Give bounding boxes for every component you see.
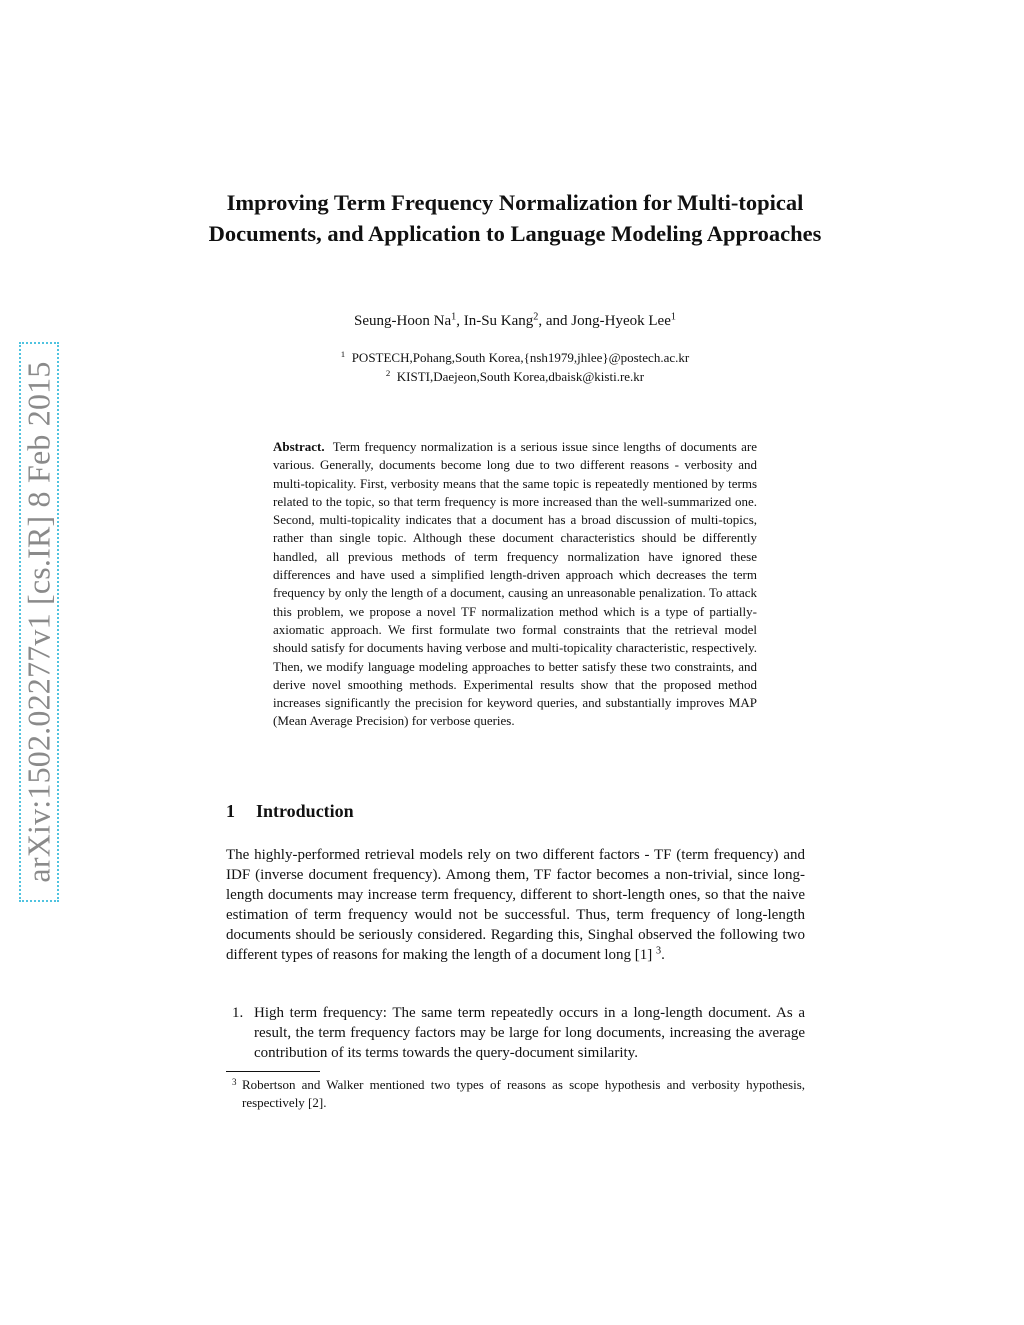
arxiv-stamp-text: arXiv:1502.02277v1 [cs.IR] 8 Feb 2015 (20, 361, 57, 883)
affiliation-text: POSTECH,Pohang,South Korea,{nsh1979,jhlee}@postech.ac.kr (351, 350, 690, 365)
footnote (226, 1076, 805, 1113)
author-list (200, 313, 830, 330)
author-1: Seung-Hoon Na (354, 313, 452, 329)
abstract-text: Term frequency normalization is a serious issue since lengths of documents are various. Generally, documents become long due to two different reasons - verbosity and multi-topicality. First, verbosity means that the same topic is repeatedly mentioned by terms related to the topic, so that term frequency is more increased than the well-summarized one. Second, multi-topicality indicates that a document has a broad discussion of multi-topics, rather than single topic. Although these document characteristics should be differently handled, all previous methods of term frequency normalization have ignored these differences and have used a simplified length-driven approach which decreases the term frequency by only the length of a document, causing an unreasonable penalization. To attack this problem, we propose a novel TF normalization method which is a type of partially-axiomatic approach. We first formulate two formal constraints that the retrieval model should satisfy for documents having verbose and multi-topicality characteristic, respectively. Then, we modify language modeling approaches to better satisfy these two constraints, and derive novel smoothing methods. Experimental results show that the proposed method increases significantly the precision for keyword queries, and substantially improves MAP (Mean Average Precision) for verbose queries. (273, 439, 758, 729)
abstract-label: Abstract. (273, 439, 325, 454)
footnote-text: Robertson and Walker mentioned two types of reasons as scope hypothesis and verbosity hypothesis, respectively [2]. (242, 1077, 805, 1111)
author-3-affil: 1 (670, 311, 676, 323)
footnote-mark: 3 (232, 1077, 237, 1087)
author-separator: , (456, 313, 464, 329)
intro-text: The highly-performed retrieval models rely on two different factors - TF (term frequency) and IDF (inverse document frequency). Among them, TF factor becomes a non-trivial, since long-length documents may increase term frequency, different to short-length ones, so that the naive estimation of term frequency would not be successful. Thus, term frequency of long-length documents should be seriously considered. Regarding this, Singhal observed the following two different types of reasons for making the length of a document long [1] (226, 847, 805, 963)
affiliation-1 (200, 349, 830, 368)
author-2: In-Su Kang (463, 313, 534, 329)
abstract (273, 438, 757, 731)
affiliations (200, 349, 830, 386)
list-item-text: High term frequency: The same term repeatedly occurs in a long-length document. As a result, the term frequency factors may be large for long documents, increasing the average contribution of its terms towards the query-document similarity. (254, 1005, 805, 1061)
author-2-affil: 2 (533, 311, 539, 323)
intro-end: . (661, 947, 665, 963)
intro-paragraph (226, 845, 805, 965)
affiliation-2 (200, 368, 830, 387)
affiliation-mark: 2 (385, 367, 391, 378)
list-item (232, 1003, 805, 1063)
arxiv-stamp (19, 342, 59, 902)
affiliation-text: KISTI,Daejeon,South Korea,dbaisk@kisti.re.kr (396, 368, 645, 384)
affiliation-mark: 1 (340, 349, 346, 360)
author-3: Jong-Hyeok Lee (571, 313, 671, 329)
footnote-ref: 3 (656, 945, 662, 957)
section-heading (226, 801, 354, 822)
paper-title: Improving Term Frequency Normalization for Multi-topical Documents, and Application to Language Modeling Approaches (208, 190, 822, 246)
section-title: Introduction (256, 801, 354, 821)
section-number: 1 (226, 801, 235, 821)
author-1-affil: 1 (451, 311, 457, 323)
list-item-number: 1. (232, 1005, 244, 1021)
footnote-rule (226, 1071, 320, 1072)
author-separator: , and (538, 313, 572, 329)
